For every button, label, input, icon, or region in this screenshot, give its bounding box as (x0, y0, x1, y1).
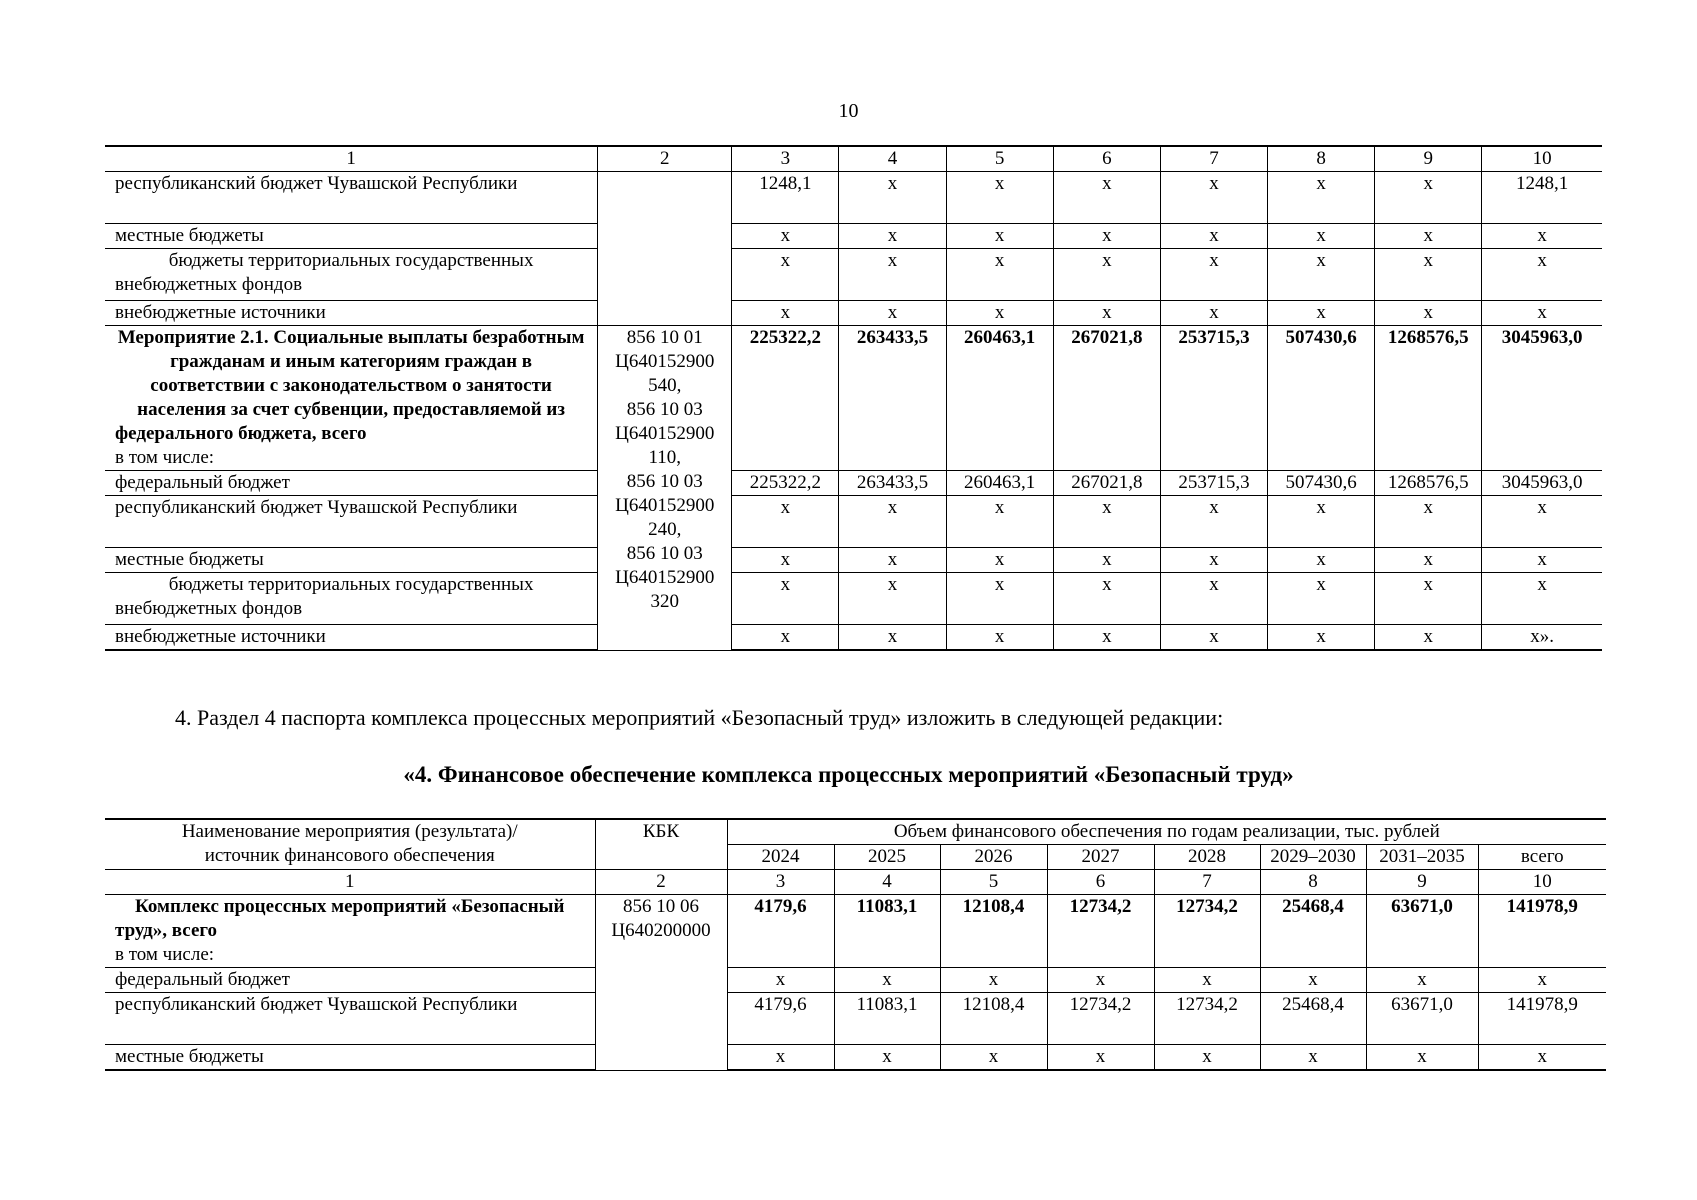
column-number-row (105, 870, 1606, 895)
value-cell: х (1478, 968, 1606, 993)
value-cell: 225322,2 (732, 471, 839, 496)
value-cell: 12734,2 (1154, 895, 1260, 968)
value-cell: х (1047, 1045, 1154, 1071)
value-cell: х (732, 625, 839, 651)
value-cell: х (1053, 172, 1160, 224)
col-number: 4 (834, 870, 940, 895)
value-cell: х (1160, 224, 1267, 249)
kbk-line: Ц640200000 (611, 920, 711, 941)
value-cell: х (946, 573, 1053, 625)
value-cell: х (1268, 172, 1375, 224)
value-cell: 25468,4 (1260, 895, 1366, 968)
kbk-line: Ц640152900 (615, 495, 715, 516)
value-cell: х (839, 249, 946, 301)
table-row (105, 471, 1602, 496)
value-cell: 260463,1 (946, 471, 1053, 496)
year-header: всего (1478, 845, 1606, 870)
year-header: 2025 (834, 845, 940, 870)
value-cell: 63671,0 (1366, 895, 1478, 968)
value-cell: 12734,2 (1047, 993, 1154, 1045)
section-title: «4. Финансовое обеспечение комплекса процессных мероприятий «Безопасный труд» (403, 762, 1294, 787)
value-cell: х (1366, 968, 1478, 993)
kbk-line: 856 10 03 (626, 471, 703, 492)
value-cell: х (1260, 968, 1366, 993)
value-cell: х (1160, 172, 1267, 224)
row-label: внебюджетные источники (105, 625, 598, 651)
value-cell: х (1160, 496, 1267, 548)
value-cell: х (1482, 573, 1602, 625)
funding-table-safe-labor (105, 818, 1606, 1071)
value-cell: х (839, 548, 946, 573)
value-cell: 12734,2 (1047, 895, 1154, 968)
col-number: 9 (1366, 870, 1478, 895)
value-cell: 507430,6 (1268, 471, 1375, 496)
kbk-line: 856 10 03 (626, 543, 703, 564)
value-cell: 25468,4 (1260, 993, 1366, 1045)
kbk-line: 320 (650, 591, 679, 612)
kbk-line: 856 10 01 (626, 327, 703, 348)
value-cell: х (732, 548, 839, 573)
row-label: бюджеты территориальных государственных внебюджетных фондов (105, 249, 598, 301)
value-cell: х (940, 968, 1047, 993)
event-subtitle: в том числе: (115, 447, 215, 468)
value-cell: 12108,4 (940, 895, 1047, 968)
value-cell: х (1482, 249, 1602, 301)
value-cell: х (732, 224, 839, 249)
row-label: республиканский бюджет Чувашской Республики (105, 496, 598, 548)
header-row (105, 819, 1606, 845)
value-cell: х (1268, 224, 1375, 249)
row-label: бюджеты территориальных государственных внебюджетных фондов (105, 573, 598, 625)
col-number: 9 (1375, 146, 1482, 172)
value-cell: 3045963,0 (1482, 326, 1602, 471)
value-cell: х (732, 573, 839, 625)
col-number: 5 (946, 146, 1053, 172)
value-cell: х (839, 625, 946, 651)
value-cell: х (1053, 496, 1160, 548)
value-cell: х (1160, 249, 1267, 301)
row-label: республиканский бюджет Чувашской Республики (105, 993, 595, 1045)
value-cell: 253715,3 (1160, 326, 1267, 471)
col-number: 8 (1260, 870, 1366, 895)
value-cell: х (1268, 548, 1375, 573)
value-cell: 63671,0 (1366, 993, 1478, 1045)
value-cell: х (1268, 496, 1375, 548)
value-cell: х (1160, 548, 1267, 573)
value-cell: х (940, 1045, 1047, 1071)
value-cell: х (839, 573, 946, 625)
value-cell: х (839, 496, 946, 548)
value-cell: х (727, 968, 834, 993)
value-cell: х (1053, 625, 1160, 651)
value-cell: х (834, 968, 940, 993)
value-cell: х (1053, 301, 1160, 326)
value-cell: х (1375, 573, 1482, 625)
value-cell: х (1268, 573, 1375, 625)
col-number: 7 (1160, 146, 1267, 172)
kbk-line: 540, (648, 375, 682, 396)
kbk-line: Ц640152900 (615, 351, 715, 372)
value-cell: х (946, 224, 1053, 249)
value-cell: х (1366, 1045, 1478, 1071)
value-cell: 11083,1 (834, 895, 940, 968)
col-number: 1 (105, 870, 595, 895)
amendment-paragraph: 4. Раздел 4 паспорта комплекса процессных мероприятий «Безопасный труд» изложить в следующей редакции: (175, 705, 1224, 730)
value-cell: 12734,2 (1154, 993, 1260, 1045)
value-cell: х (1268, 249, 1375, 301)
value-cell: 4179,6 (727, 993, 834, 1045)
value-cell: х (1482, 301, 1602, 326)
value-cell: 141978,9 (1478, 993, 1606, 1045)
col-number: 8 (1268, 146, 1375, 172)
value-cell: 12108,4 (940, 993, 1047, 1045)
event-label (105, 326, 598, 471)
year-header: 2024 (727, 845, 834, 870)
value-cell: 507430,6 (1268, 326, 1375, 471)
value-cell: х (1375, 548, 1482, 573)
value-cell: х (727, 1045, 834, 1071)
col-number: 1 (105, 146, 598, 172)
kbk-codes (598, 326, 732, 651)
row-label: местные бюджеты (105, 548, 598, 573)
table-row (105, 968, 1606, 993)
value-cell: х (1160, 301, 1267, 326)
col-number: 6 (1047, 870, 1154, 895)
complex-name: Комплекс процессных мероприятий «Безопасный труд», всего (115, 896, 565, 941)
event-name: Мероприятие 2.1. Социальные выплаты безработным гражданам и иным категориям граждан в соответствии с законодательством о занятости населения за счет субвенции, предоставляемой из федерального бюджета, всего (115, 327, 585, 444)
value-cell: х (839, 224, 946, 249)
event-row (105, 326, 1602, 471)
year-header: 2031–2035 (1366, 845, 1478, 870)
value-cell: 1268576,5 (1375, 471, 1482, 496)
kbk-line: 240, (648, 519, 682, 540)
value-cell: х (1268, 625, 1375, 651)
row-label: местные бюджеты (105, 224, 598, 249)
table-row (105, 573, 1602, 625)
value-cell: х (1160, 625, 1267, 651)
year-header: 2028 (1154, 845, 1260, 870)
value-cell: 225322,2 (732, 326, 839, 471)
value-cell: х (1482, 224, 1602, 249)
col-number: 2 (595, 870, 727, 895)
kbk-line: 110, (648, 447, 682, 468)
kbk-codes (595, 895, 727, 1071)
col-number: 10 (1478, 870, 1606, 895)
col-number: 5 (940, 870, 1047, 895)
row-label: республиканский бюджет Чувашской Республики (105, 172, 598, 224)
col-number: 4 (839, 146, 946, 172)
value-cell: 263433,5 (839, 471, 946, 496)
kbk-cell-empty (598, 172, 732, 326)
col-number: 7 (1154, 870, 1260, 895)
value-cell: 267021,8 (1053, 326, 1160, 471)
table-row (105, 249, 1602, 301)
value-cell: х (1053, 573, 1160, 625)
value-cell: х (1268, 301, 1375, 326)
value-cell: х (1160, 573, 1267, 625)
complex-label (105, 895, 595, 968)
value-cell: х (732, 249, 839, 301)
table-row (105, 172, 1602, 224)
table-row (105, 1045, 1606, 1071)
funding-table-continued (105, 145, 1602, 651)
value-cell: х (1375, 172, 1482, 224)
value-cell: х (1375, 496, 1482, 548)
value-cell: х (1053, 548, 1160, 573)
value-cell: 260463,1 (946, 326, 1053, 471)
column-number-row (105, 146, 1602, 172)
col-number: 6 (1053, 146, 1160, 172)
value-cell: х (946, 625, 1053, 651)
value-cell: х (946, 301, 1053, 326)
name-column-header: Наименование мероприятия (результата)/ источник финансового обеспечения (105, 819, 595, 870)
value-cell: х (1053, 224, 1160, 249)
table-row (105, 224, 1602, 249)
value-cell: х (1260, 1045, 1366, 1071)
page-number: 10 (838, 100, 859, 122)
value-cell: 1268576,5 (1375, 326, 1482, 471)
col-number: 2 (598, 146, 732, 172)
table-row (105, 548, 1602, 573)
value-cell: х (1047, 968, 1154, 993)
value-cell: 4179,6 (727, 895, 834, 968)
col-number: 3 (732, 146, 839, 172)
year-header: 2026 (940, 845, 1047, 870)
value-cell: 3045963,0 (1482, 471, 1602, 496)
year-header: 2027 (1047, 845, 1154, 870)
value-cell: х (732, 496, 839, 548)
value-cell: х (1482, 548, 1602, 573)
value-cell: х (1375, 249, 1482, 301)
value-cell: 141978,9 (1478, 895, 1606, 968)
row-label: внебюджетные источники (105, 301, 598, 326)
table-row (105, 993, 1606, 1045)
value-cell: х (946, 172, 1053, 224)
value-cell: х (839, 301, 946, 326)
kbk-line: Ц640152900 (615, 567, 715, 588)
value-cell: 253715,3 (1160, 471, 1267, 496)
kbk-column-header: КБК (595, 819, 727, 870)
row-label: федеральный бюджет (105, 968, 595, 993)
value-cell: х (1053, 249, 1160, 301)
kbk-line: Ц640152900 (615, 423, 715, 444)
value-cell: 1248,1 (732, 172, 839, 224)
value-cell: х (1482, 496, 1602, 548)
row-label: федеральный бюджет (105, 471, 598, 496)
value-cell: 267021,8 (1053, 471, 1160, 496)
table-row (105, 301, 1602, 326)
value-cell: 1248,1 (1482, 172, 1602, 224)
value-cell: х (1375, 224, 1482, 249)
value-cell: х (1154, 968, 1260, 993)
year-header: 2029–2030 (1260, 845, 1366, 870)
complex-subtitle: в том числе: (115, 944, 215, 965)
value-cell: х (1154, 1045, 1260, 1071)
col-number: 10 (1482, 146, 1602, 172)
table-row (105, 625, 1602, 651)
value-cell: х (732, 301, 839, 326)
value-cell: х (834, 1045, 940, 1071)
table-row (105, 496, 1602, 548)
complex-row (105, 895, 1606, 968)
value-cell: х (1375, 301, 1482, 326)
kbk-line: 856 10 06 (623, 896, 699, 917)
value-cell: х (946, 496, 1053, 548)
value-cell: х (1478, 1045, 1606, 1071)
value-cell: х». (1482, 625, 1602, 651)
value-cell: х (1375, 625, 1482, 651)
row-label: местные бюджеты (105, 1045, 595, 1071)
value-cell: х (839, 172, 946, 224)
value-cell: 11083,1 (834, 993, 940, 1045)
col-number: 3 (727, 870, 834, 895)
volume-header: Объем финансового обеспечения по годам реализации, тыс. рублей (727, 819, 1606, 845)
value-cell: 263433,5 (839, 326, 946, 471)
value-cell: х (946, 548, 1053, 573)
kbk-line: 856 10 03 (626, 399, 703, 420)
value-cell: х (946, 249, 1053, 301)
